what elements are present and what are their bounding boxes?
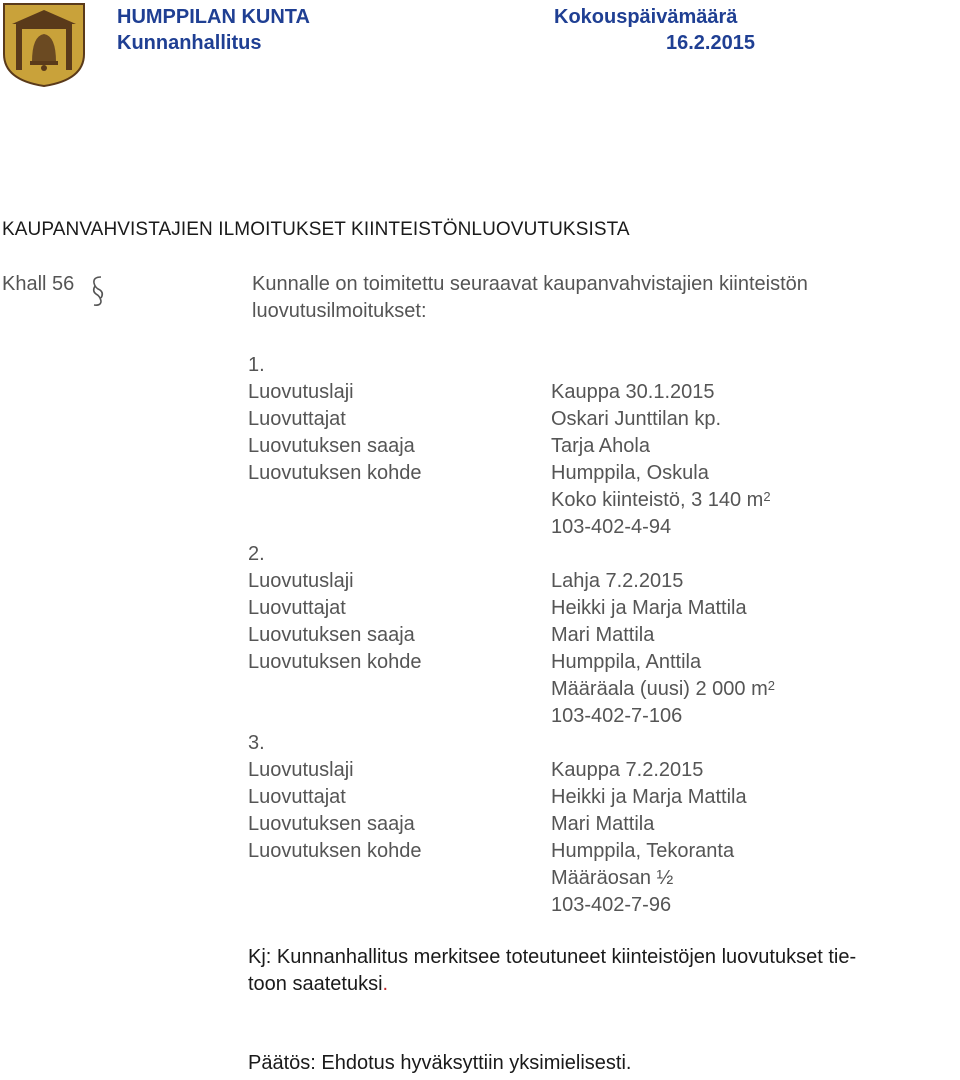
meeting-body: Kunnanhallitus: [117, 32, 262, 54]
value-property-id: 103-402-4-94: [551, 516, 672, 538]
coat-of-arms-bell-icon: [2, 2, 86, 88]
proposal-line-2: toon saatetuksi.: [248, 973, 389, 995]
value-recipient: Tarja Ahola: [551, 435, 650, 457]
item-number: 1.: [248, 354, 265, 376]
label-recipient: Luovutuksen saaja: [248, 435, 415, 457]
label-recipient: Luovutuksen saaja: [248, 813, 415, 835]
item-number: 2.: [248, 543, 265, 565]
value-recipient: Mari Mattila: [551, 813, 655, 835]
label-target: Luovutuksen kohde: [248, 462, 422, 484]
label-target: Luovutuksen kohde: [248, 651, 422, 673]
value-extent: Määräala (uusi) 2 000 $m^2$: [551, 678, 776, 700]
agenda-reference: Khall 56: [2, 273, 75, 295]
meeting-date: 16.2.2015: [666, 32, 755, 54]
label-target: Luovutuksen kohde: [248, 840, 422, 862]
value-extent: Määräosan ½: [551, 867, 674, 889]
section-mark-icon: [90, 274, 106, 313]
value-target: Humppila, Anttila: [551, 651, 702, 673]
label-sellers: Luovuttajat: [248, 597, 346, 619]
value-target: Humppila, Tekoranta: [551, 840, 735, 862]
decision-text: Päätös: Ehdotus hyväksyttiin yksimielisesti.: [248, 1052, 632, 1074]
value-transfer-type: Kauppa 30.1.2015: [551, 381, 715, 403]
value-sellers: Oskari Junttilan kp.: [551, 408, 722, 430]
value-property-id: 103-402-7-106: [551, 705, 683, 727]
intro-line-1: Kunnalle on toimitettu seuraavat kaupanvahvistajien kiinteistön: [252, 273, 808, 295]
value-transfer-type: Lahja 7.2.2015: [551, 570, 684, 592]
value-extent: Koko kiinteistö, 3 140 $m^2$: [551, 489, 771, 511]
organization-name: HUMPPILAN KUNTA: [117, 6, 310, 28]
value-sellers: Heikki ja Marja Mattila: [551, 786, 747, 808]
label-sellers: Luovuttajat: [248, 786, 346, 808]
value-property-id: 103-402-7-96: [551, 894, 672, 916]
section-title: KAUPANVAHVISTAJIEN ILMOITUKSET KIINTEISTÖNLUOVUTUKSISTA: [2, 219, 630, 240]
value-sellers: Heikki ja Marja Mattila: [551, 597, 747, 619]
value-transfer-type: Kauppa 7.2.2015: [551, 759, 704, 781]
municipal-coat-of-arms: [2, 2, 86, 88]
intro-line-2: luovutusilmoitukset:: [252, 300, 427, 322]
label-transfer-type: Luovutuslaji: [248, 570, 354, 592]
item-number: 3.: [248, 732, 265, 754]
label-transfer-type: Luovutuslaji: [248, 381, 354, 403]
label-recipient: Luovutuksen saaja: [248, 624, 415, 646]
label-transfer-type: Luovutuslaji: [248, 759, 354, 781]
proposal-line-1: Kj: Kunnanhallitus merkitsee toteutuneet kiinteistöjen luovutukset tie-: [248, 946, 857, 968]
value-recipient: Mari Mattila: [551, 624, 655, 646]
value-target: Humppila, Oskula: [551, 462, 709, 484]
meeting-date-label: Kokouspäivämäärä: [554, 6, 738, 28]
label-sellers: Luovuttajat: [248, 408, 346, 430]
